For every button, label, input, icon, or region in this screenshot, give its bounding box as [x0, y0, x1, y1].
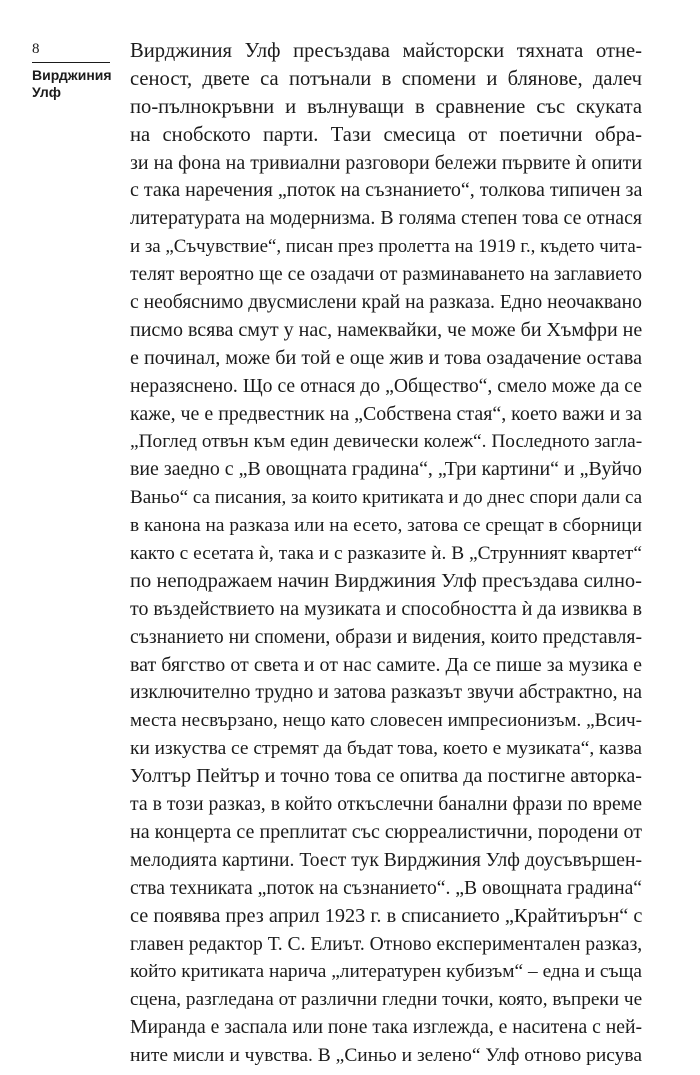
text-line: мелодията картини. Тоест тук Вирджиния Улф доусъвършен- — [130, 849, 642, 871]
text-line: на снобското парти. Тази смесица от поетични обра- — [130, 123, 642, 146]
text-line: места несвързано, нещо като словесен импресионизъм. „Всич- — [130, 710, 642, 732]
text-line: „Поглед отвън към един девически колеж“. Последното загла- — [130, 431, 643, 453]
text-line: Вирджиния Улф пресъздава майсторски тяхната отне- — [130, 40, 642, 62]
page-number: 8 — [32, 41, 40, 57]
text-line: с необяснимо двусмислени край на разказа. Едно неочаквано — [130, 291, 642, 314]
text-line: сцена, разгледана от различни гледни точки, която, въпреки че — [130, 989, 643, 1011]
text-line: изключително трудно и затова разказът звучи абстрактно, на — [130, 681, 642, 704]
text-line: литературата на модернизма. В голяма степен това се отнася — [130, 207, 642, 230]
text-line: писмо всява смут у нас, намеквайки, че може би Хъмфри не — [130, 318, 643, 341]
text-line: ните мисли и чувства. В „Синьо и зелено“ Улф отново рисува — [130, 1045, 642, 1067]
text-line: се появява през април 1923 г. в списанието „Крайтиърън“ с — [130, 904, 643, 927]
text-line: на концерта се преплитат със сюрреалистични, породени от — [130, 820, 643, 843]
text-line: ства техниката „поток на съзнанието“. „В овощната градина“ — [130, 876, 642, 899]
text-line: сеност, двете са потънали в спомени и блянове, далеч — [130, 67, 642, 90]
text-line: в канона на разказа или на есето, затова се срещат в сборници — [130, 515, 642, 537]
text-line: Миранда е заспала или поне така изглежда, е наситена с ней- — [130, 1016, 642, 1039]
text-line: по-пълнокръвни и вълнуващи в сравнение със скуката — [130, 95, 642, 118]
body-text — [130, 38, 642, 1070]
page-margin — [32, 40, 124, 101]
text-line: телят вероятно ще се озадачи от разминаването на заглавието — [130, 264, 642, 286]
text-line: зи на фона на тривиални разговори бележи първите ѝ опити — [130, 151, 642, 174]
text-line: неразяснено. Що се отнася до „Общество“, смело може да се — [130, 374, 642, 397]
margin-rule — [32, 62, 110, 63]
text-line: по неподражаем начин Вирджиния Улф пресъздава силно- — [130, 569, 642, 592]
text-line: и за „Съчувствие“, писан през пролетта на 1919 г., където чита- — [130, 236, 643, 258]
text-line: Уолтър Пейтър и точно това се опитва да постигне авторка- — [130, 765, 642, 788]
text-line: главен редактор Т. С. Елиът. Отново експериментален разказ, — [130, 933, 643, 955]
text-line: то въздействието на музиката и способността ѝ да извиква в — [130, 597, 642, 620]
text-line: който критиката нарича „литературен кубизъм“ – една и съща — [130, 961, 642, 983]
text-line: вие заедно с „В овощната градина“, „Три картини“ и „Вуйчо — [130, 458, 642, 481]
text-line: та в този разказ, в който откъслечни банални фрази по време — [130, 793, 642, 816]
text-line: Ваньо“ са писания, за които критиката и до днес спори дали са — [130, 487, 643, 509]
text-line: каже, че е предвестник на „Собствена стая“, което важи и за — [130, 402, 643, 425]
text-line: съзнанието ни спомени, образи и видения, които представля- — [130, 625, 642, 648]
text-line: е починал, може би той е още жив и това озадачение остава — [130, 346, 643, 369]
text-line: с така наречения „поток на съзнанието“, толкова типичен за — [130, 179, 643, 202]
text-line: ват бягство от света и от нас самите. Да се пише за музика е — [130, 653, 642, 676]
text-line: ки изкуства се стремят да бъдат това, което е музиката“, казва — [130, 738, 642, 760]
text-line: както с есетата ѝ, така и с разказите ѝ. В „Струнният квартет“ — [130, 543, 642, 565]
running-head: Вирджиния Улф — [32, 67, 112, 100]
